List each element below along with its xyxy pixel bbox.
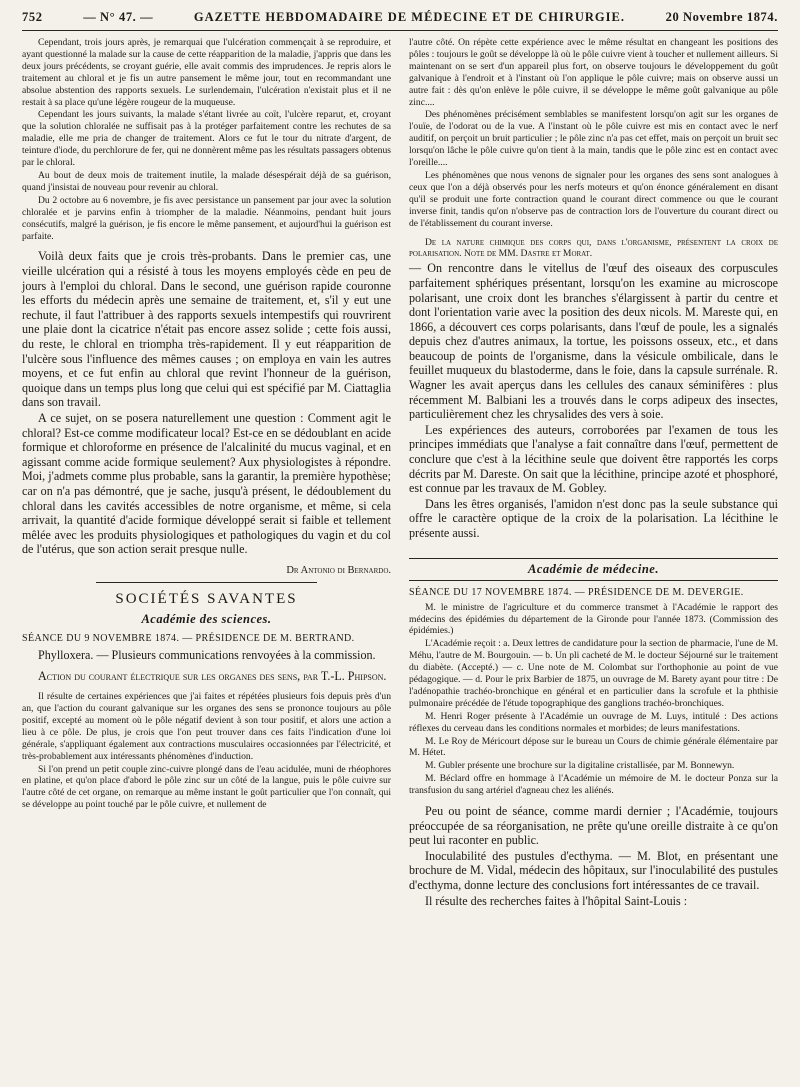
paragraph: M. Gubler présente une brochure sur la digitaline cristallisée, par M. Bonnewyn. bbox=[425, 760, 735, 772]
session-heading: SÉANCE DU 17 NOVEMBRE 1874. — PRÉSIDENCE DE M. DEVERGIE. bbox=[409, 586, 744, 598]
paragraph: Les phénomènes que nous venons de signaler pour les organes des sens sont analogues à ceux que l'on a déjà observés pour les nerfs moteurs et qu'on énonce généralement en disant qu'il se produit une forte contraction quand le courant direct commence ou que le courant inverse finit, tandis qu'on n'observe pas de contraction lors de l'ouverture du courant direct ou de l'établissement du courant inverse. bbox=[409, 169, 778, 229]
paragraph: Inoculabilité des pustules d'ecthyma. — M. Blot, en présentant une brochure de M. Vidal, médecin des hôpitaux, sur l'inoculabilité des pustules d'ecthyma, donne lecture des conclusions fort intéressantes de ce travail. bbox=[409, 848, 778, 893]
polarisation-note bbox=[409, 261, 778, 540]
paragraph: M. Henri Roger présente à l'Académie un ouvrage de M. Luys, intitulé : Des actions réflexes du cerveau dans les conditions normales et morbides; de leurs manifestations. bbox=[409, 710, 778, 734]
paragraph: Il résulte de certaines expériences que j'ai faites et répétées plusieurs fois depuis près d'un an, que l'action du courant galvanique sur les organes des sens se prononce toujours au pôle positif, excepté au moment où le pôle négatif devient à son tour positif, et alors une action a lieu à ce pôle. De plus, je crois que l'on peut trouver dans ces faits l'indication d'une loi générale, s'appliquant également aux contractions musculaires occasionnées par l'électricité, et très-probablement aux intéressants phénomènes d'induction. bbox=[22, 691, 391, 762]
page-header bbox=[22, 10, 778, 31]
article-title: Action du courant électrique sur les organes des sens, par T.-L. Phipson. bbox=[38, 669, 387, 684]
paragraph: Dans les êtres organisés, l'amidon n'est donc pas la seule substance qui offre le caractère optique de la croix de la polarisation. La lécithine le présente aussi. bbox=[409, 496, 778, 540]
paragraph: Au bout de deux mois de traitement inutile, la malade désespérait déjà de sa guérison, quand j'insistai de nouveau pour revenir au chloral. bbox=[22, 169, 391, 193]
paragraph: Cependant, trois jours après, je remarquai que l'ulcération commençait à se reproduire, et ayant questionné la malade sur la cause de cette réapparition de la maladie, j'appris que dans les deux jours précédents, se croyant guérie, elle avait commis des imprudences. Je repris alors le traitement au chloral et je fis un autre pansement le même jour, tout en recommandant une absolue abstention des rapports sexuels. Le surlendemain, l'ulcération n'existait plus et il ne restait à sa place qu'une légère rougeur de la muqueuse. bbox=[22, 37, 391, 108]
correspondence bbox=[409, 602, 778, 798]
session-summary bbox=[409, 804, 778, 908]
paragraph: A ce sujet, on se posera naturellement une question : Comment agit le chloral? Est-ce comme modificateur local? Est-ce en se dédoublant en acide formique et chloroforme en présence de l'alcalinité du mucus vaginal, et en agissant comme acide formique seulement? Aux physiologistes à répondre. Moi, j'admets comme plus probable, sans la garantir, la première hypothèse; car on n'a pas démontré, que je sache, jusqu'à présent, le dédoublement du chloral dans les cavités accessibles de notre organisme, et même, si cela arrivait, la quantité d'acide formique développé serait si faible et tellement mêlée avec les produits physiologiques et pathologiques du vagin et du col de l'utérus, que son action serait presque nulle. bbox=[22, 410, 391, 557]
left-column bbox=[22, 37, 391, 909]
paragraph: Si l'on prend un petit couple zinc-cuivre plongé dans de l'eau acidulée, muni de rhéophores en platine, et qu'on place d'abord le pôle zinc sur un côté de la langue, puis le pôle cuivre sur l'autre côté de cet organe, on remarque au même instant le goût particulier que l'on connaît, qui se développe au point touché par le pôle cuivre, et nullement de bbox=[22, 763, 391, 811]
paragraph: Du 2 octobre au 6 novembre, je fis avec persistance un pansement par jour avec la solution chloralée et je parvins enfin à triompher de la maladie. Néanmoins, pendant huit jours consécutifs, malgré la guérison, je fis encore le même pansement, et aujourd'hui la guérison est parfaite. bbox=[22, 194, 391, 242]
paragraph: — On rencontre dans le vitellus de l'œuf des oiseaux des corpuscules parfaitement sphériques présentant, lorsqu'on les examine au microscope polarisant, une croix dont les branches s'élargissent à partir du centre et dont l'orientation varie avec la position des deux nicols. M. Mareste qui, en 1866, a découvert ces corps polarisants, dans l'œuf de poule, les a signalés depuis chez d'autres animaux, la tortue, les poissons osseux, etc., et dans beaucoup de points de l'organisme, dans la vésicule ombilicale, dans le feuillet muqueux du blastoderme, dans le foie, dans la capsule surrénale. R. Wagner les avait aperçus dans les cellules des canaux séminifères : plus récemment M. Balbiani les a trouvés dans le corps adipeux des insectes, particulièrement chez les chrysalides des vers à soie. bbox=[409, 261, 778, 422]
right-column bbox=[409, 37, 778, 909]
paragraph: l'autre côté. On répète cette expérience avec le même résultat en changeant les positions des pôles : toujours le goût se développe là où le pôle cuivre vient à toucher et nullement ailleurs. Si maintenant on se sert d'un appareil plus fort, on observe toujours le développement du goût galvanique à l'endroit et à l'instant où l'on applique le pôle cuivre; mais on observe aussi un autre fait : dès qu'on enlève le pôle cuivre, il se développe le même goût galvanique au pôle zinc.... bbox=[409, 37, 778, 108]
article-body-continued bbox=[409, 37, 778, 230]
issue-date: 20 Novembre 1874. bbox=[665, 10, 778, 24]
paragraph: Des phénomènes précisément semblables se manifestent lorsqu'on agit sur les organes de l'ouïe, de l'odorat ou de la vue. A l'instant où le pôle cuivre est mis en contact avec le nerf auditif, on perçoit un bruit particulier ; le pôle zinc n'a pas cet effet, mais on perçoit un bruit sec lorsqu'on lâche le pôle cuivre qu'on tient à la main, tandis que le pôle zinc est en contact avec l'oreille.... bbox=[409, 109, 778, 169]
case-report-continued bbox=[22, 37, 391, 242]
divider bbox=[96, 582, 317, 583]
journal-title: GAZETTE HEBDOMADAIRE DE MÉDECINE ET DE CHIRURGIE. bbox=[193, 10, 625, 24]
sciences-reports bbox=[22, 648, 391, 684]
paragraph: M. le ministre de l'agriculture et du commerce transmet à l'Académie le rapport des médecins des épidémies du département de la Gironde pour l'année 1873. (Commission des épidémies.) bbox=[409, 601, 778, 637]
paragraph: Les expériences des auteurs, corroborées par l'examen de tous les principes immédiats que l'analyse a fait connaître dans l'œuf, permettent de conclure que c'est à la lécithine seule que doivent être rapportés les corps décrits par M. Dareste. On sait que la lécithine, principe azoté et phosphoré, est connue par les travaux de M. Gobley. bbox=[409, 422, 778, 496]
note-title bbox=[409, 237, 778, 261]
section-title: SOCIÉTÉS SAVANTES bbox=[115, 590, 298, 607]
paragraph: Phylloxera. — Plusieurs communications renvoyées à la commission. bbox=[38, 647, 376, 662]
session-heading: SÉANCE DU 9 NOVEMBRE 1874. — PRÉSIDENCE DE M. BERTRAND. bbox=[22, 632, 355, 644]
paragraph: Peu ou point de séance, comme mardi dernier ; l'Académie, toujours préoccupée de sa réorganisation, ne prête qu'une oreille distraite à ce qu'on peut lui raconter en public. bbox=[409, 804, 778, 848]
subsection-title: Académie de médecine. bbox=[409, 558, 778, 581]
paragraph: Cependant les jours suivants, la malade s'étant livrée au coït, l'ulcère reparut, et, croyant que la solution chloralée ne suffisait pas à la protéger parfaitement contre les rechutes de sa maladie, elle me pria de changer de traitement. Alors ce fut le tour du nitrate d'argent, de teinture d'iode, du perchlorure de fer, qui ne donnèrent même pas les résultats passagers obtenus par le chloral. bbox=[22, 109, 391, 169]
article-title: De la nature chimique des corps qui, dans l'organisme, présentent la croix de polarisation. Note de MM. Dastre et Morat. bbox=[409, 236, 778, 260]
paragraph: Voilà deux faits que je crois très-probants. Dans le premier cas, une vieille ulcération qui a résisté à tous les moyens employés cède en peu de jours à l'emploi du chloral. Dans le second, une guérison rapide couronne les efforts du médecin après une semaine de traitement, et, s'il y eut une rechute, il faut l'attribuer à des rapports sexuels intempestifs qui rouvrirent une plaie dont la cicatrice n'était pas encore assez solide ; cette fois aussi, du reste, le chloral en triompha très-rapidement. Il y eut réapparition de l'ulcère sous l'influence des mêmes causes ; on employa en vain les autres moyens, et ce fut enfin au chloral que revint l'honneur de la guérison, quoique dans un temps plus long que celui qui est spécifié par M. Ciattaglia dans son travail. bbox=[22, 249, 391, 410]
paragraph: L'Académie reçoit : a. Deux lettres de candidature pour la section de pharmacie, l'une de M. Méhu, l'autre de M. Bourgouin. — b. Un pli cacheté de M. le docteur Séjourné sur le traitement du diabète. (Accepté.) — c. Une note de M. Colombat sur l'orthophonie au point de vue pédagogique. — d. Pour le prix Barbier de 1875, un ouvrage de M. Barety ayant pour titre : De l'adénopathie trachéo-bronchique en général et en particulier dans la scrofule et la phthisie pulmonaire précédée de l'étude topographique des ganglions trachéo-bronchiques. bbox=[409, 638, 778, 709]
issue-number: — N° 47. — bbox=[83, 10, 154, 24]
paragraph: M. Béclard offre en hommage à l'Académie un mémoire de M. le docteur Ponza sur la transfusion du sang artériel d'agneau chez les aliénés. bbox=[409, 773, 778, 797]
columns bbox=[22, 37, 778, 909]
author-signature: Dr Antonio di Bernardo. bbox=[286, 564, 391, 576]
paragraph: M. Le Roy de Méricourt dépose sur le bureau un Cours de chimie générale élémentaire par M. Hétet. bbox=[409, 735, 778, 759]
article-body bbox=[22, 691, 391, 811]
discussion bbox=[22, 249, 391, 556]
subsection-title: Académie des sciences. bbox=[141, 611, 272, 626]
page-number: 752 bbox=[22, 10, 43, 24]
paragraph: Il résulte des recherches faites à l'hôpital Saint-Louis : bbox=[425, 893, 688, 908]
